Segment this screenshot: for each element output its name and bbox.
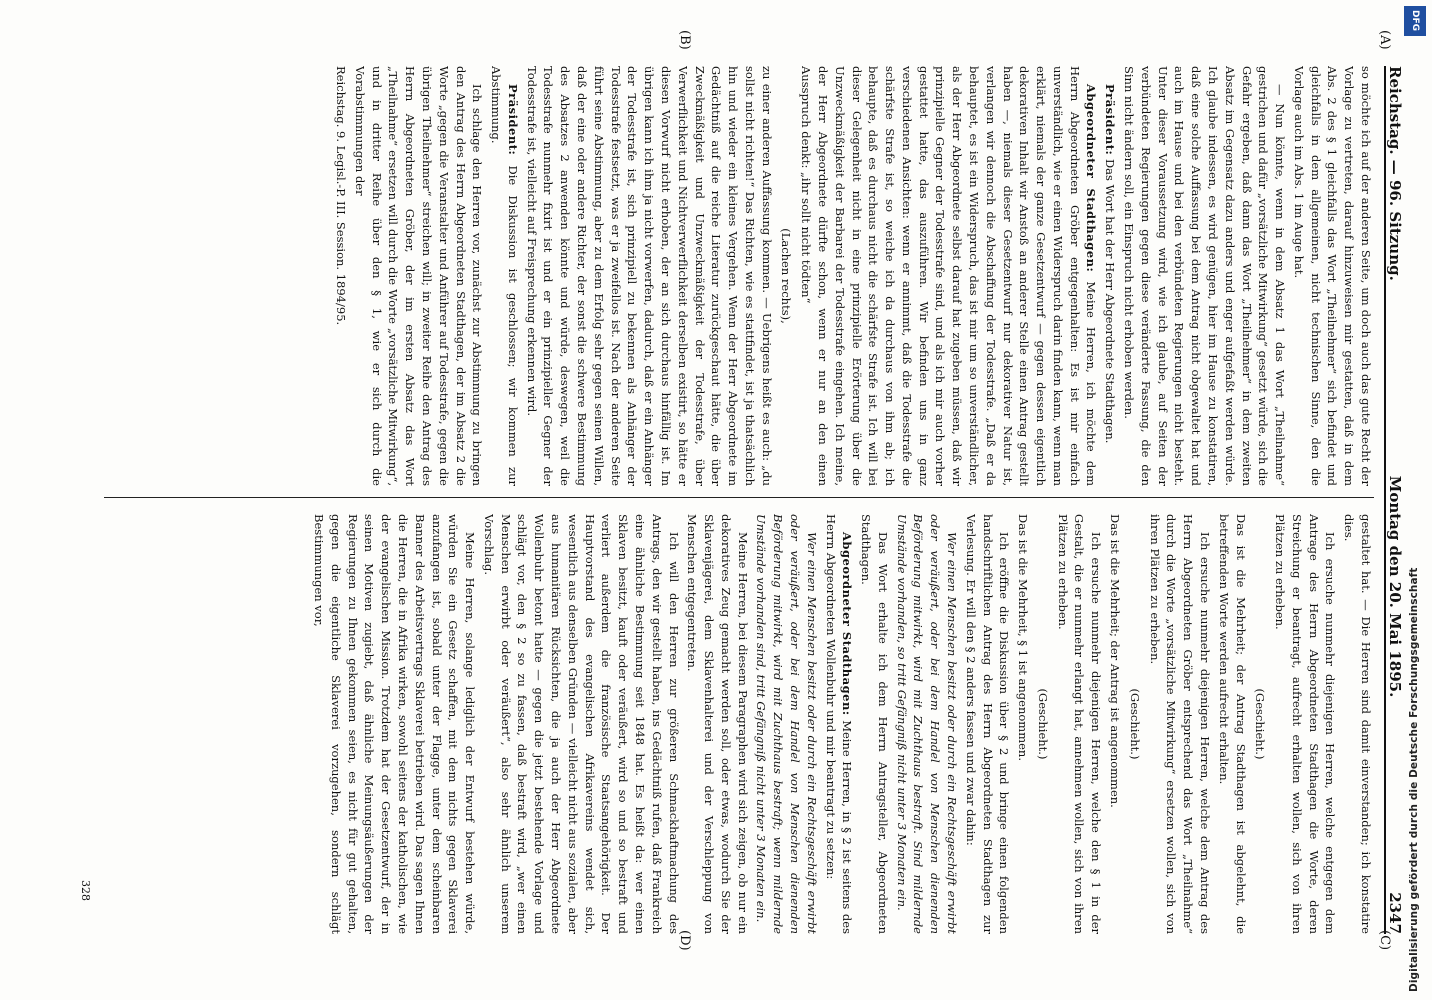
paragraph: zu einer anderen Auffassung kommen. — Uebrigens heißt es auch: „du sollst nicht richten!“ Das Richten, wie es stattfindet, ist ja thatsächlich hin und wieder ein kleines Vergehen. Wenn der Herr Abgeordnete im Gedächtniß auf die reiche Literatur zurückgeschaut hätte, die über Zweckmäßigkeit und Unzweckmäßigkeit der Todesstrafe, über Verwerflichkeit und Nichtverwerflichkeit derselben existirt, so hätte er diesen Vorwurf nicht erhoben, der an sich durchaus hinfällig ist. Im übrigen kann ich ihm ja nicht vorwerfen, dadurch, daß er ein Anhänger der Todesstrafe ist, sich prinzipiell zu bekennen als Anhänger der Todesstrafe festsetzt, was er ja zweifellos ist. Nach der anderen Seite führt seine Abstimmung, aber zu dem Erfolg sehr gegen seinen Willen, daß der eine oder andere Richter, der sonst die schwere Bestimmung des Absatzes 2 anwenden könnte und würde, deswegen, weil die Todesstrafe nunmehr fixirt ist und er ein prinzipieller Gegner der Todesstrafe ist, vielleicht auf Freisprechung erkennen wird. (524, 66, 774, 486)
header-page-number: 2347 (1386, 892, 1404, 934)
paragraph: Das ist die Mehrheit; der Antrag Stadthagen ist abgelehnt, die betreffenden Worte werden aufrecht erhalten. (1216, 514, 1248, 934)
margin-marker-a: (A) (1377, 30, 1392, 50)
paragraph: Meine Herren, bei diesem Paragraphen wird sich zeigen, ob nur ein dekoratives Zeug gemacht werden soll, oder etwas, wodurch Sie der Sklavenjägerei, dem Sklavenhalterei und der Verschleppung von Menschen entgegentreten. (685, 514, 750, 934)
speech-text: Das Wort hat der Herr Abgeordnete Stadthagen. (1103, 158, 1118, 444)
paragraph: Ich ersuche nunmehr diejenigen Herren, welche den § 1 in der Gestalt, die er nunmehr erlangt hat, annehmen wollen, sich von ihren Plätzen zu erheben. (1055, 514, 1104, 934)
paragraph: gestaltet hat. — Die Herren sind damit einverstanden; ich konstatire dies. (1342, 514, 1373, 934)
speaker-paragraph (822, 514, 856, 934)
paragraph: Das ist die Mehrheit; der Antrag ist angenommen. (1108, 514, 1123, 808)
paragraph: Meine Herren, solange lediglich der Entwurf bestehen würde, würden Sie ein Gesetz schaffen, mit dem nichts gegen Sklaverei anzufangen ist, sobald unter der Flagge, unter dem scheinbaren Banner des Arbeitsvertrags Sklaverei betrieben wird. Das sagen Ihnen die Herren, die in Afrika wirken, sowohl seitens der katholischen, wie der evangelischen Mission. Trotzdem hat der Gesetzentwurf, der in seinen Motiven zugiebt, daß ähnliche Meinungsäußerungen der Regierungen zu Ihnen gekommen seien, es nicht für gut gehalten, gegen die eigentliche Sklaverei vorzugehen, sondern schlägt Bestimmungen vor, (312, 514, 478, 934)
speaker-label: Präsident: (505, 84, 520, 156)
paragraph: Ich eröffne die Diskussion über § 2 und bringe einen folgenden handschriftlichen Antrag des Herrn Abgeordneten Stadthagen zur Verlesung. Er will den § 2 anders fassen und zwar dahin: (963, 514, 1012, 934)
speaker-paragraph (487, 66, 521, 486)
paragraph: Das ist die Mehrheit, § 1 ist angenommen. (1016, 514, 1031, 761)
paragraph: so möchte ich auf der anderen Seite, um doch auch das gute Recht der Vorlage zu vertreten, darauf hinzuweisen mir gestatten, daß in dem Abs. 2 des § 1 gleichfalls das Wort „Theilnehmer“ sich befindet und gleichfalls in dem allgemeinen, nicht technischen Sinne, den die Vorlage auch im Abs. 1 im Auge hat. (1291, 66, 1373, 486)
right-column (94, 514, 1374, 934)
quoted-motion: Wer einen Menschen besitzt oder durch ein Rechtsgeschäft erwirbt oder veräußert, oder bei dem Handel von Menschen dienenden Beförderung mitwirkt, wird mit Zuchthaus bestraft. Sind mildernde Umstände vorhanden, so tritt Gefängniß nicht unter 3 Monaten ein. (894, 514, 960, 934)
margin-marker-c: (C) (1377, 930, 1392, 951)
page-signature: 328 (79, 880, 92, 901)
paragraph: Ich ersuche nunmehr diejenigen Herren, welche dem Antrag des Herrn Abgeordneten Gröber entsprechend das Wort „Theilnahme“ durch die Worte „vorsätzliche Mitwirkung“ ersetzen wollen, sich von ihren Plätzen zu erheben. (1147, 514, 1212, 934)
speech-text: Meine Herren, in § 2 ist seitens des Herrn Abgeordneten Wollenbuhr und mir beantragt zu setzen: (823, 514, 855, 934)
speech-text: Die Diskussion ist geschlossen; wir kommen zur Abstimmung. (489, 66, 520, 486)
quoted-motion: Wer einen Menschen besitzt oder durch ein Rechtsgeschäft erwirbt oder veräußert, oder bei dem Handel von Menschen dienenden Beförderung mitwirkt, wird mit Zuchthaus bestraft; wenn mildernde Umstände vorhanden sind, tritt Gefängniß nicht unter 3 Monaten ein. (754, 514, 819, 934)
speaker-label: Präsident: (1103, 84, 1118, 156)
column-divider (104, 497, 1374, 498)
speaker-paragraph (797, 66, 1099, 486)
margin-marker-b: (B) (677, 30, 692, 50)
speaker-label: Abgeordneter Stadthagen: (1084, 84, 1099, 273)
speaker-paragraph (1102, 66, 1119, 486)
digitization-credit: Digitalisierung gefördert durch die Deutsche Forschungsgemeinschaft (1408, 567, 1420, 992)
header-date: Montag den 20. Mai 1895. (1386, 475, 1404, 698)
stage-direction: (Geschieht.) (1127, 688, 1142, 760)
paragraph: Ich schlage den Herren vor, zunächst zur Abstimmung zu bringen den Antrag des Herrn Abgeordneten Stadthagen, der im Absatz 2 die Worte „gegen die Veranstalter und Anführer auf Todesstrafe, gegen die übrigen Theilnehmer“ streichen will; in zweiter Reihe den Antrag des Herrn Abgeordneten Gröber, der im ersten Absatz das Wort „Theilnahme“ ersetzen will durch die Worte „vorsätzliche Mitwirkung“, und in dritter Reihe über den § 1, wie er sich durch die Vorabstimmungen der (352, 66, 485, 486)
left-column (94, 66, 1374, 486)
paragraph: — Nun könnte, wenn in dem Absatz 1 das Wort „Theilnahme“ gestrichen und dafür „vorsätzliche Mitwirkung“ gesetzt würde, sich die Gefahr ergeben, daß dann das Wort „Theilnehmer“ in dem zweiten Absatz im Gegensatz dazu anders und enger aufgefaßt werden würde. Ich glaube indessen, es wird genügen, hier im Hause zu konstatiren, daß eine solche Auffassung bei dem Antrag nicht obgewaltet hat und auch im Hause und bei den verbündeten Regierungen nicht besteht. Unter dieser Voraussetzung wird, wie ich glaube, auf Seiten der verbündeten Regierungen gegen diese veränderte Fassung, die den Sinn nicht ändern soll, ein Einspruch nicht erhoben werden. (1122, 66, 1288, 486)
paragraph: Ich ersuche nunmehr diejenigen Herren, welche entgegen dem Antrage des Herrn Abgeordneten Stadthagen die Worte, deren Streichung er beantragt, aufrecht erhalten wollen, sich von ihren Plätzen zu erheben. (1273, 514, 1338, 934)
stage-direction: (Geschieht.) (1253, 688, 1268, 760)
speech-text: Meine Herren, ich möchte dem Herrn Abgeordneten Gröber entgegenhalten: Es ist mir einfach unverständlich, wie er einen Widerspruch darin finden kann, wenn man erklärt, niemals der ganze Gesetzentwurf — gegen dessen eigentlich dekorativen Inhalt wir Anstoß an anderer Stelle einen Antrag gestellt haben —, niemals dieser Gesetzentwurf nur dekorativer Natur ist, verlangen wir dennoch die Abschaffung der Todesstrafe. „Daß er da behauptet, es ist ein Widerspruch, das ist mir um so unverständlicher, als der Herr Abgeordnete selbst darauf hat zugeben müssen, daß wir prinzipielle Gegner der Todesstrafe sind, und als ich mir auch vorher gestattet hatte, das auszuführen. Wir befinden uns in ganz verschiedenen Ansichten: wenn er annimmt, daß die Todesstrafe die schärfste Strafe ist, so weiche ich da durchaus von ihm ab; ich behaupte, daß es durchaus nicht die schärfste Strafe ist. Ich will bei dieser Gelegenheit nicht in eine prinzipielle Erörterung über die Unzweckmäßigkeit der Barbarei der Todesstrafe eingehen. Ich meine, der Herr Abgeordnete dürfte schon, wenn er nur an den einen Ausspruch denkt: „ihr sollt nicht tödten“ (799, 66, 1099, 486)
dfg-logo: DFG (1404, 6, 1426, 36)
column-footer: Reichstag. 9. Legisl.-P. III. Session. 1894/95. (334, 66, 349, 326)
speaker-label: Abgeordneter Stadthagen: (840, 532, 855, 716)
paragraph: Das Wort erhalte ich dem Herrn Antragsteller, Abgeordneten Stadthagen. (859, 514, 890, 934)
margin-marker-d: (D) (677, 930, 692, 951)
stage-direction: (Geschieht.) (1035, 688, 1050, 760)
stage-direction: (Lachen rechts), (779, 228, 794, 324)
paragraph: Ich will den Herren zur größeren Schmackhaftmachung des Antrags, den wir gestellt haben, ins Gedächtniß rufen, daß Frankreich eine ähnliche Bestimmung seit 1848 hat. Es heißt da: wer einen Sklaven besitzt, kauft oder veräußert, wird so und so bestraft und verliert außerdem die französische Staatsangehörigkeit. Der Hauptvorstand des evangelischen Afrikavereins wendet sich, wesentlich aus denselben Gründen — vielleicht nicht aus sozialen, aber aus humanitären Rücksichten, die ja auch der Herr Abgeordnete Wollenbuhr betont hatte — gegen die jetzt bestehende Vorlage und schlägt vor, den § 2 so zu fassen, daß bestraft wird, „wer einen Menschen erwirbt oder veräußert“, also sehr ähnlich unserem Vorschlag. (481, 514, 681, 934)
header-session: Reichstag. — 96. Sitzung. (1386, 66, 1404, 281)
